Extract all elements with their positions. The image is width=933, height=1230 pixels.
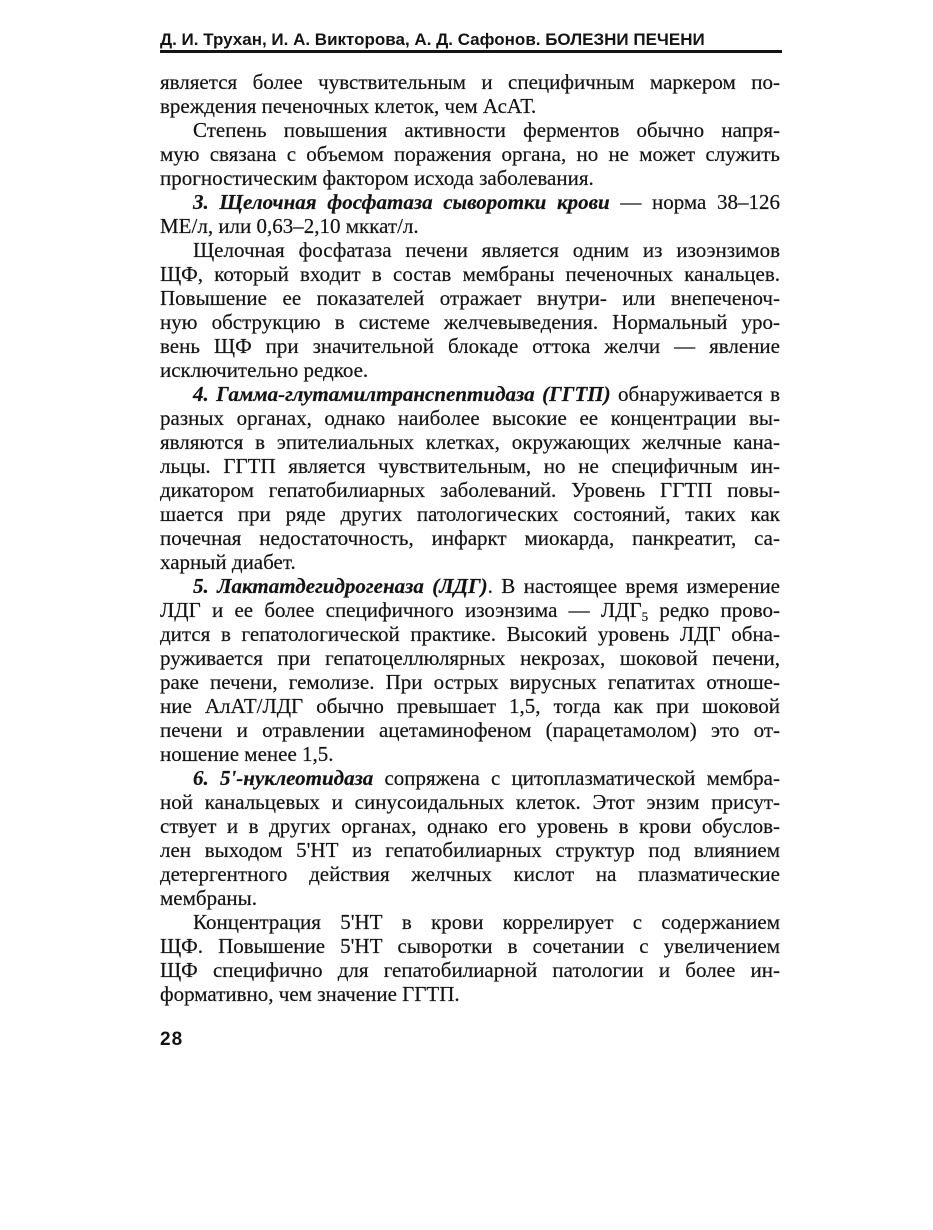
text-line [160, 310, 780, 334]
text-line [160, 790, 780, 814]
text-run: Степень повышения активности ферментов обычно напря- [193, 118, 780, 142]
body-text [160, 70, 780, 1006]
text-line [160, 454, 780, 478]
text-line [160, 886, 780, 910]
text-line [160, 838, 780, 862]
run-in-heading: 4. Гамма-глутамилтранспептидаза (ГГТП) [193, 382, 611, 406]
text-run: ствует и в других органах, однако его уровень в крови обуслов- [160, 814, 780, 838]
text-run: редко прово- [648, 598, 780, 622]
text-run: ной канальцевых и синусоидальных клеток. Этот энзим присут- [160, 790, 780, 814]
text-line [160, 190, 780, 214]
paragraph [160, 190, 780, 238]
text-run: ную обструкцию в системе желчевыведения. Нормальный уро- [160, 310, 780, 334]
text-line [160, 142, 780, 166]
text-line [160, 550, 780, 574]
paragraph [160, 238, 780, 382]
text-line [160, 670, 780, 694]
text-run: печени и отравлении ацетаминофеном (парацетамолом) это от- [160, 718, 780, 742]
text-run: мую связана с объемом поражения органа, но не может служить [160, 142, 780, 166]
text-line [160, 478, 780, 502]
paragraph [160, 574, 780, 766]
text-line [160, 502, 780, 526]
text-run: разных органах, однако наиболее высокие ее концентрации вы- [160, 406, 780, 430]
text-line [160, 358, 780, 382]
text-line [160, 214, 780, 238]
text-run: мембраны. [160, 886, 258, 910]
text-line [160, 430, 780, 454]
text-line [160, 814, 780, 838]
run-in-heading: 6. 5'-нуклеотидаза [193, 766, 374, 790]
text-run: детергентного действия желчных кислот на плазматические [160, 862, 780, 886]
paragraph [160, 382, 780, 574]
text-run: раке печени, гемолизе. При острых вирусных гепатитах отноше- [160, 670, 780, 694]
page-number: 28 [160, 1029, 184, 1050]
text-run: прогностическим фактором исхода заболевания. [160, 166, 594, 190]
text-run: Повышение ее показателей отражает внутри- или внепеченоч- [160, 286, 780, 310]
text-line [160, 934, 780, 958]
text-run: формативно, чем значение ГГТП. [160, 982, 460, 1006]
text-run: вреждения печеночных клеток, чем АсАТ. [160, 94, 537, 118]
text-run: харный диабет. [160, 550, 296, 574]
subscript: 5 [641, 609, 649, 625]
running-head-title: Д. И. Трухан, И. А. Викторова, А. Д. Сафонов. БОЛЕЗНИ ПЕЧЕНИ [160, 30, 705, 49]
text-line [160, 382, 780, 406]
text-line [160, 718, 780, 742]
text-run: ЛДГ и ее более специфичного изоэнзима — ЛДГ [160, 598, 642, 622]
text-run: дится в гепатологической практике. Высокий уровень ЛДГ обна- [160, 622, 780, 646]
text-line [160, 958, 780, 982]
text-run: сопряжена с цитоплазматической мембра- [373, 766, 780, 790]
text-run: почечная недостаточность, инфаркт миокарда, панкреатит, са- [160, 526, 780, 550]
paragraph [160, 70, 780, 118]
text-line [160, 910, 780, 934]
text-run: шается при ряде других патологических состояний, таких как [160, 502, 780, 526]
text-line [160, 598, 780, 625]
text-run: лен выходом 5'НТ из гепатобилиарных структур под влиянием [160, 838, 780, 862]
text-line [160, 766, 780, 790]
text-run: Концентрация 5'НТ в крови коррелирует с содержанием [193, 910, 780, 934]
text-run: ЩФ специфично для гепатобилиарной патологии и более ин- [160, 958, 780, 982]
text-line [160, 286, 780, 310]
paragraph [160, 118, 780, 190]
text-line [160, 646, 780, 670]
text-line [160, 574, 780, 598]
run-in-heading: 5. Лактатдегидрогеназа (ЛДГ) [193, 574, 488, 598]
text-run: ношение менее 1,5. [160, 742, 334, 766]
running-head [160, 29, 782, 53]
text-run: ние АлАТ/ЛДГ обычно превышает 1,5, тогда как при шоковой [160, 694, 780, 718]
text-run: является более чувствительным и специфичным маркером по- [160, 70, 780, 94]
text-run: являются в эпителиальных клетках, окружающих желчные кана- [160, 430, 780, 454]
text-run: ЩФ, который входит в состав мембраны печеночных канальцев. [160, 262, 780, 286]
text-run: обнаруживается в [610, 382, 780, 406]
text-line [160, 118, 780, 142]
text-line [160, 166, 780, 190]
text-line [160, 526, 780, 550]
run-in-heading: 3. Щелочная фосфатаза сыворотки крови [193, 190, 610, 214]
text-line [160, 694, 780, 718]
text-run: дикатором гепатобилиарных заболеваний. Уровень ГГТП повы- [160, 478, 780, 502]
text-line [160, 70, 780, 94]
text-run: вень ЩФ при значительной блокаде оттока желчи — явление [160, 334, 780, 358]
text-run: льцы. ГГТП является чувствительным, но не специфичным ин- [160, 454, 780, 478]
text-run: руживается при гепатоцеллюлярных некрозах, шоковой печени, [160, 646, 780, 670]
text-line [160, 406, 780, 430]
text-line [160, 622, 780, 646]
text-line [160, 742, 780, 766]
text-run: исключительно редкое. [160, 358, 369, 382]
text-run: ЩФ. Повышение 5'НТ сыворотки в сочетании с увеличением [160, 934, 780, 958]
text-run: . В настоящее время измерение [487, 574, 780, 598]
text-run: — норма 38–126 [609, 190, 780, 214]
text-line [160, 238, 780, 262]
paragraph [160, 910, 780, 1006]
text-line [160, 334, 780, 358]
paragraph [160, 766, 780, 910]
text-line [160, 262, 780, 286]
text-line [160, 94, 780, 118]
text-line [160, 982, 780, 1006]
text-run: Щелочная фосфатаза печени является одним из изоэнзимов [193, 238, 780, 262]
text-run: МЕ/л, или 0,63–2,10 мккат/л. [160, 214, 419, 238]
text-line [160, 862, 780, 886]
